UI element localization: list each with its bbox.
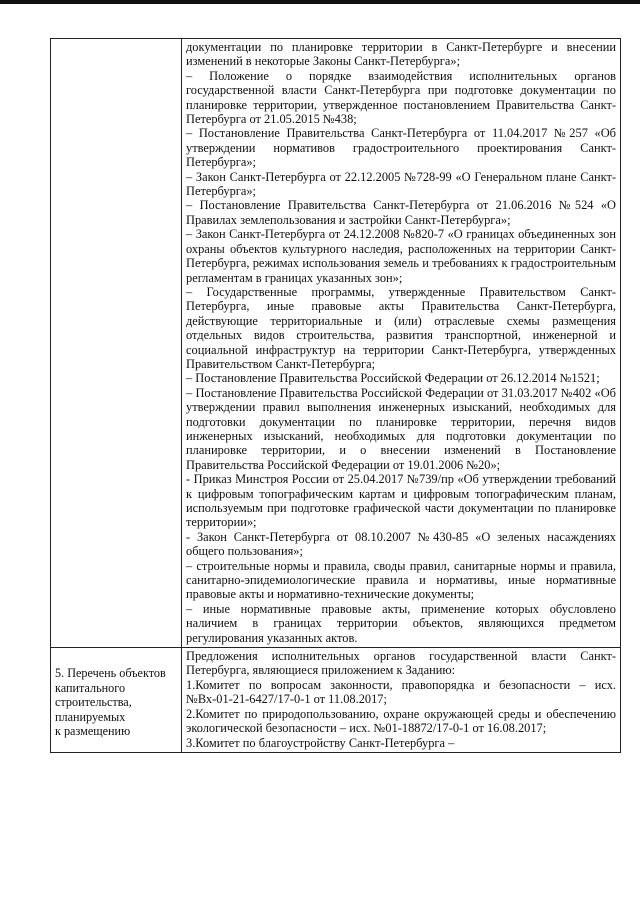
list-item: – строительные нормы и правила, своды правил, санитарные нормы и правила, санитарно-эпидемиологические правила и нормативы, иные нормативные правовые акты и нормативно-технические документы; [186,558,616,602]
list-item: – Постановление Правительства Санкт-Петербурга от 11.04.2017 №257 «Об утверждении нормативов градостроительного проектирования Санкт-Петербурга»; [186,126,616,170]
list-item: 2.Комитет по природопользованию, охране окружающей среды и обеспечению экологической безопасности – исх. №01-18872/17-0-1 от 16.08.2017; [186,706,616,736]
row-label-cell [51,39,182,648]
list-item: 1.Комитет по вопросам законности, правопорядка и безопасности – исх. №Вх-01-21-6427/17-0-1 от 11.08.2017; [186,677,616,707]
list-item: – Закон Санкт-Петербурга от 22.12.2005 №728-99 «О Генеральном плане Санкт-Петербурга»; [186,169,616,199]
list-item: – Закон Санкт-Петербурга от 24.12.2008 №820-7 «О границах объединенных зон охраны объектов культурного наследия, расположенных на территории Санкт-Петербурга, режимах использования земель и требованиях к градостроительным регламентам в границах указанных зон»; [186,227,616,285]
row-content-cell [182,39,621,648]
row-label: 5. Перечень объектов капитального строительства, планируемых к размещению [55,666,166,739]
top-border-rule [0,0,640,4]
table-row [51,648,621,753]
document-table [50,38,621,753]
list-item: Предложения исполнительных органов государственной власти Санкт-Петербурга, являющиеся приложением к Заданию: [186,649,616,678]
table-row [51,39,621,648]
list-item: документации по планировке территории в Санкт-Петербурге и внесении изменений в некоторые Законы Санкт-Петербурга»; [186,40,616,69]
list-item: - Закон Санкт-Петербурга от 08.10.2007 №430-85 «О зеленых насаждениях общего пользования»; [186,529,616,559]
row-label [55,40,177,46]
list-item: – Положение о порядке взаимодействия исполнительных органов государственной власти Санкт-Петербурга при подготовке документации по планировке территории, утвержденное постановлением Правительства Санкт-Петербурга от 21.05.2015 №438; [186,68,616,127]
list-item: – Постановление Правительства Российской Федерации от 26.12.2014 №1521; [186,371,600,386]
row-label-cell [51,648,182,753]
row-content-cell [182,648,621,753]
list-item: 3.Комитет по благоустройству Санкт-Петербурга – [186,735,455,750]
list-item: – иные нормативные правовые акты, применение которых обусловлено наличием в границах территории объектов, являющихся предметом регулирования указанных актов. [186,601,616,645]
list-item: – Постановление Правительства Санкт-Петербурга от 21.06.2016 №524 «О Правилах землепользования и застройки Санкт-Петербурга»; [186,198,616,227]
list-item: - Приказ Минстроя России от 25.04.2017 №739/пр «Об утверждении требований к цифровым топографическим картам и цифровым топографическим планам, используемым при подготовке графической части документации по планировке территории»; [186,472,616,530]
list-item: – Постановление Правительства Российской Федерации от 31.03.2017 №402 «Об утверждении правил выполнения инженерных изысканий, необходимых для подготовки документации по планировке территории, перечня видов инженерных изысканий, необходимых для подготовки документации по планировке территории, и о внесении изменений в Постановление Правительства Российской Федерации от 19.01.2006 №20»; [186,385,616,472]
list-item: – Государственные программы, утвержденные Правительством Санкт-Петербурга, иные правовые акты Правительства Санкт-Петербурга, действующие территориальные и (или) отраслевые схемы размещения отдельных видов строительства, развития транспортной, инженерной и социальной инфраструктур на территории Санкт-Петербурга, утвержденных Правительством Санкт-Петербурга; [186,284,616,371]
